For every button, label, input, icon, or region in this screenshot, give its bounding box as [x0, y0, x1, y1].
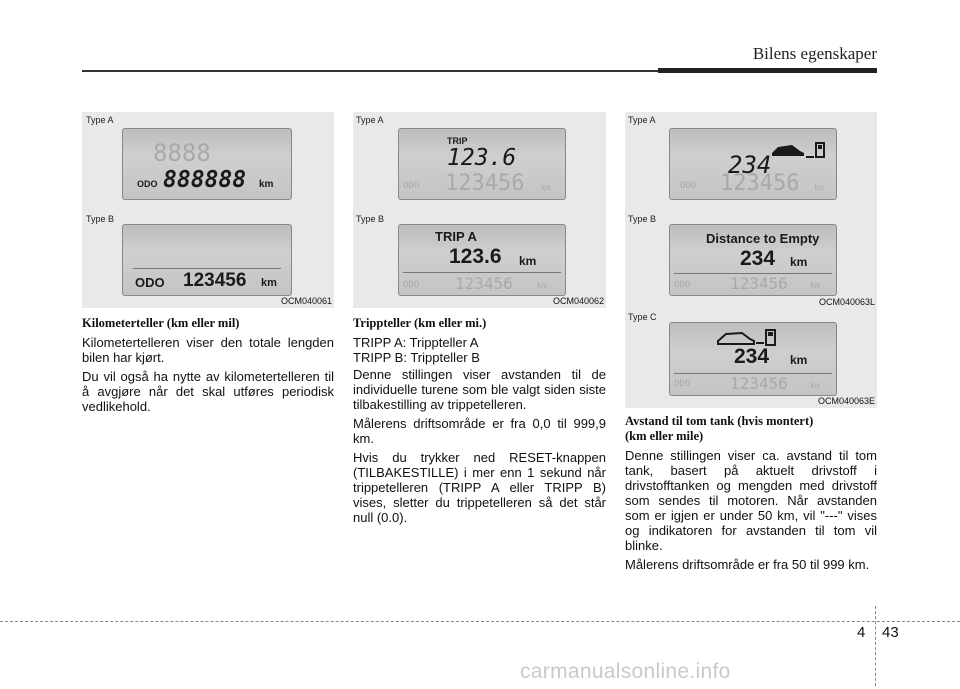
tripmeter-heading: Trippteller (km eller mi.) — [353, 316, 487, 330]
distance-to-empty-text — [625, 414, 877, 576]
tripmeter-lcd-type-b — [398, 224, 566, 296]
tripmeter-figure — [353, 112, 606, 308]
lcd-ghost-unit: km — [810, 381, 820, 390]
lcd-odo-unit: km — [261, 277, 277, 289]
lcd-ghost-unit: km — [814, 183, 824, 192]
dte-paragraph-1: Denne stillingen viser ca. avstand til tom tank, basert på aktuelt drivstoff i drivstofftanken og mengden med drivstoff som sendes til motoren. Når avstanden som er igjen er under 50 km, vil "---" vises og indikatoren for avstanden til tom vil blinke. — [625, 448, 877, 553]
page-number: 43 — [882, 624, 899, 641]
lcd-dte-value: 234 — [728, 151, 772, 179]
footer-rule — [0, 621, 960, 622]
tripmeter-line-a: TRIPP A: Trippteller A — [353, 335, 479, 350]
type-a-caption: Type A — [628, 115, 656, 125]
type-b-caption: Type B — [628, 214, 657, 224]
tripmeter-line-b: TRIPP B: Trippteller B — [353, 350, 480, 365]
lcd-ghost-unit: km — [537, 281, 547, 290]
type-a-caption: Type A — [356, 115, 384, 125]
dte-lcd-type-c — [669, 322, 837, 396]
header-rule-accent — [658, 68, 877, 73]
lcd-odo-label: ODO — [135, 275, 165, 290]
type-b-caption: Type B — [86, 214, 115, 224]
lcd-trip-value: 123.6 — [447, 145, 517, 171]
odometer-figure — [82, 112, 334, 308]
lcd-dte-value: 234 — [734, 345, 770, 368]
lcd-ghost-value: 123456 — [445, 171, 525, 196]
lcd-ghost-odo: ODO — [403, 181, 420, 191]
odometer-text — [82, 316, 334, 418]
lcd-odo-label: ODO — [137, 179, 158, 189]
dte-heading-2: (km eller mile) — [625, 429, 704, 443]
lcd-trip-label: TRIP A — [435, 229, 477, 244]
dte-lcd-type-a — [669, 128, 837, 200]
dte-paragraph-2: Målerens driftsområde er fra 50 til 999 km. — [625, 557, 870, 572]
figure-code-l: OCM040063L — [818, 297, 875, 307]
lcd-divider — [403, 272, 561, 273]
dte-heading-1: Avstand til tom tank (hvis montert) — [625, 414, 814, 428]
figure-code-e: OCM040063E — [817, 396, 875, 406]
footer-divider — [875, 606, 876, 686]
lcd-ghost-value: 123456 — [730, 374, 788, 393]
lcd-trip-unit: km — [519, 254, 537, 268]
section-number: 4 — [857, 624, 866, 641]
odometer-paragraph-1: Kilometertelleren viser den totale lengden bilen har kjørt. — [82, 335, 334, 365]
car-fuel-icon — [770, 139, 826, 161]
tripmeter-lcd-type-a — [398, 128, 566, 200]
figure-code: OCM040061 — [280, 296, 332, 306]
type-b-caption: Type B — [356, 214, 385, 224]
lcd-divider — [133, 268, 281, 269]
type-a-caption: Type A — [86, 115, 114, 125]
lcd-ghost-value: 123456 — [720, 171, 800, 196]
lcd-ghost-odo: ODO — [403, 280, 420, 290]
lcd-odo-value: 888888 — [163, 167, 247, 193]
odometer-heading: Kilometerteller (km eller mil) — [82, 316, 240, 330]
tripmeter-paragraph-1: Denne stillingen viser avstanden til de individuelle turene som ble valgt siden siste tilbakestilling av trippetelleren. — [353, 367, 606, 412]
lcd-ghost-odo: ODO — [674, 280, 691, 290]
distance-to-empty-figure — [625, 112, 877, 408]
lcd-odo-value: 123456 — [183, 270, 247, 291]
type-c-caption: Type C — [628, 312, 657, 322]
odometer-lcd-type-b — [122, 224, 292, 296]
lcd-ghost-odo: ODO — [680, 181, 697, 191]
lcd-ghost-unit: km — [541, 183, 551, 192]
lcd-dte-label: Distance to Empty — [706, 231, 820, 246]
odometer-paragraph-2: Du vil også ha nytte av kilometertelleren til å avgjøre når det skal utføres periodisk vedlikehold. — [82, 369, 334, 414]
lcd-ghost-unit: km — [810, 281, 820, 290]
lcd-ghost-digits: 8888 — [153, 139, 211, 167]
figure-code: OCM040062 — [552, 296, 604, 306]
lcd-ghost-value: 123456 — [455, 274, 513, 293]
watermark: carmanualsonline.info — [520, 660, 731, 683]
lcd-dte-value: 234 — [740, 247, 776, 270]
dte-lcd-type-b — [669, 224, 837, 296]
tripmeter-paragraph-3: Hvis du trykker ned RESET-knappen (TILBAKESTILLE) i mer enn 1 sekund når trippetelleren (TRIPP A eller TRIPP B) vises, sletter du trippetelleren så det står null (0.0). — [353, 450, 606, 525]
lcd-trip-label: TRIP — [447, 136, 468, 146]
lcd-ghost-odo: ODO — [674, 379, 691, 389]
tripmeter-text — [353, 316, 606, 529]
lcd-odo-unit: km — [259, 179, 274, 190]
tripmeter-paragraph-2: Målerens driftsområde er fra 0,0 til 999,9 km. — [353, 416, 606, 446]
lcd-trip-value: 123.6 — [449, 245, 502, 268]
header-title: Bilens egenskaper — [752, 44, 877, 63]
odometer-lcd-type-a — [122, 128, 292, 200]
lcd-dte-unit: km — [790, 255, 808, 269]
lcd-dte-unit: km — [790, 353, 808, 367]
lcd-ghost-value: 123456 — [730, 274, 788, 293]
